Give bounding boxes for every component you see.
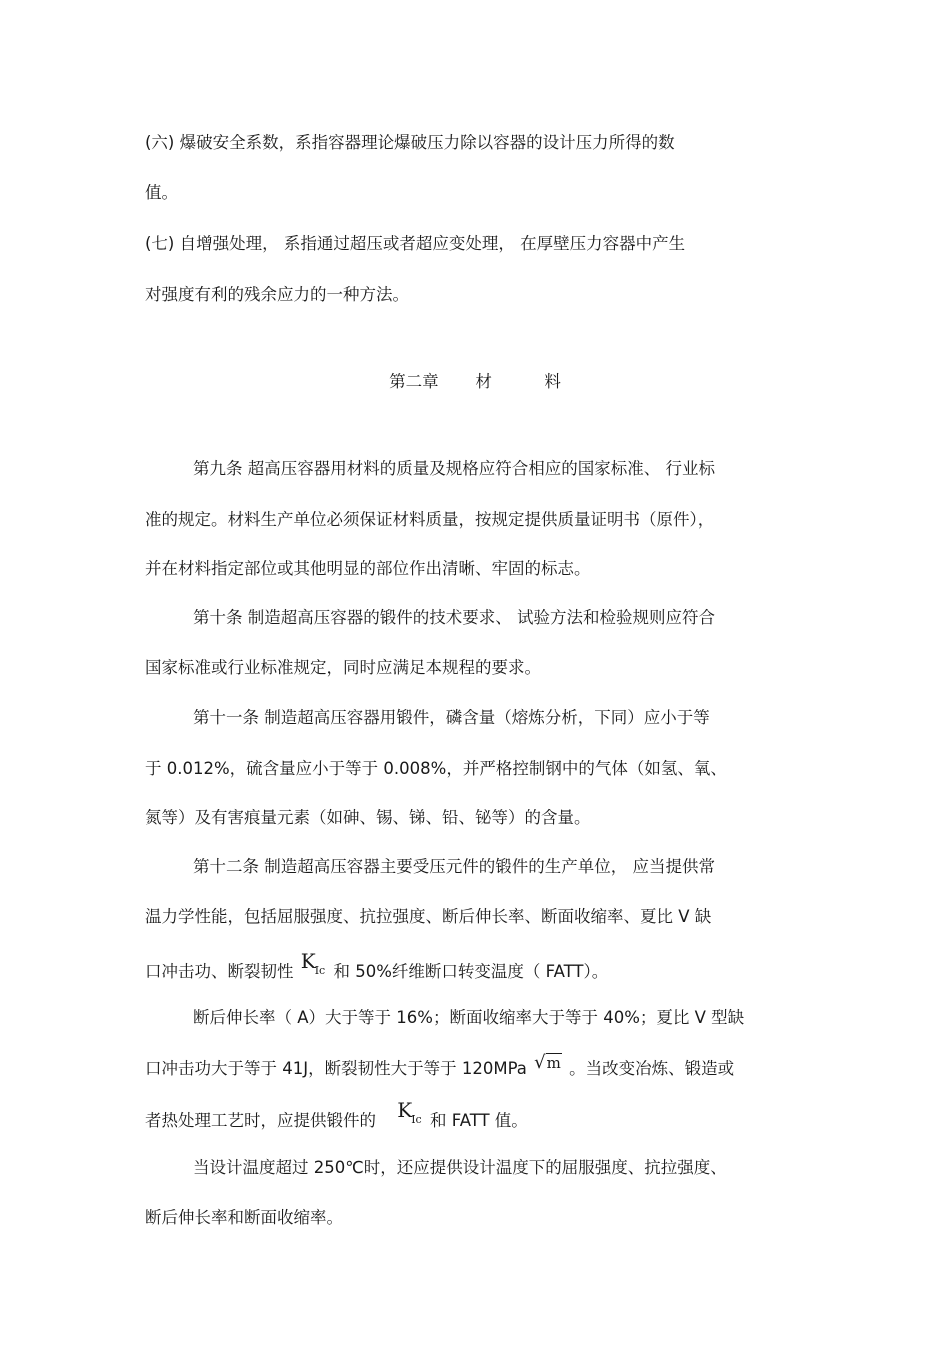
- article-9-line-3: 并在材料指定部位或其他明显的部位作出清晰、牢固的标志。: [145, 559, 591, 578]
- article-12-line-7: 当设计温度超过 250℃时，还应提供设计温度下的屈服强度、抗拉强度、: [193, 1158, 727, 1177]
- article-12-line-6: [145, 1098, 810, 1135]
- article-12-line-1: 第十二条 制造超高压容器主要受压元件的锻件的生产单位， 应当提供常: [193, 857, 715, 876]
- paragraph-7-line-1: (七) 自增强处理， 系指通过超压或者超应变处理， 在厚壁压力容器中产生: [145, 234, 686, 253]
- article-12-line-6-text-a: 者热处理工艺时，应提供锻件的: [145, 1111, 376, 1130]
- sqrt-radicand: m: [546, 1054, 561, 1072]
- article-9-line-2: 准的规定。材料生产单位必须保证材料质量，按规定提供质量证明书（原件），: [145, 510, 715, 529]
- article-12-line-5-text-a: 口冲击功大于等于 41J，断裂韧性大于等于 120MPa: [145, 1059, 527, 1078]
- formula-k-sub: Ic: [314, 964, 326, 977]
- sqrt-m-formula: [534, 1051, 562, 1075]
- article-10-line-2: 国家标准或行业标准规定，同时应满足本规程的要求。: [145, 658, 541, 677]
- article-10-line-1: 第十条 制造超高压容器的锻件的技术要求、 试验方法和检验规则应符合: [193, 608, 715, 627]
- article-12-line-5: [145, 1052, 810, 1081]
- paragraph-7-line-2: 对强度有利的残余应力的一种方法。: [145, 285, 409, 304]
- article-12-line-3-text-b: 和 50%纤维断口转变温度（ FATT）。: [333, 962, 609, 981]
- chapter-heading: 第二章 材 料: [389, 372, 561, 391]
- article-12-line-3-text-a: 口冲击功、断裂韧性: [145, 962, 294, 981]
- article-12-line-2: 温力学性能，包括屈服强度、抗拉强度、断后伸长率、断面收缩率、夏比 V 缺: [145, 907, 712, 926]
- article-11-line-3: 氮等）及有害痕量元素（如砷、锡、锑、铅、铋等）的含量。: [145, 808, 591, 827]
- article-11-line-1: 第十一条 制造超高压容器用锻件，磷含量（熔炼分析，下同）应小于等: [193, 708, 710, 727]
- formula-k-main-2: K: [397, 1098, 413, 1122]
- sqrt-symbol: √: [534, 1052, 546, 1073]
- paragraph-6-line-1: (六) 爆破安全系数，系指容器理论爆破压力除以容器的设计压力所得的数: [145, 133, 675, 152]
- article-11-line-2: 于 0.012%，硫含量应小于等于 0.008%，并严格控制钢中的气体（如氢、氧、: [145, 759, 727, 778]
- article-12-line-8: 断后伸长率和断面收缩率。: [145, 1208, 343, 1227]
- article-12-line-6-text-b: 和 FATT 值。: [429, 1111, 528, 1130]
- fracture-toughness-formula: [301, 949, 326, 977]
- article-9-line-1: 第九条 超高压容器用材料的质量及规格应符合相应的国家标准、 行业标: [193, 459, 715, 478]
- formula-k-sub-2: Ic: [411, 1113, 422, 1126]
- article-12-line-5-text-b: 。当改变冶炼、锻造或: [569, 1059, 735, 1078]
- formula-k-main: K: [300, 949, 316, 973]
- fracture-toughness-formula-2: [397, 1098, 422, 1126]
- paragraph-6-line-2: 值。: [145, 183, 178, 202]
- article-12-line-3: [145, 949, 810, 986]
- article-12-line-4: 断后伸长率（ A）大于等于 16%；断面收缩率大于等于 40%；夏比 V 型缺: [193, 1008, 745, 1027]
